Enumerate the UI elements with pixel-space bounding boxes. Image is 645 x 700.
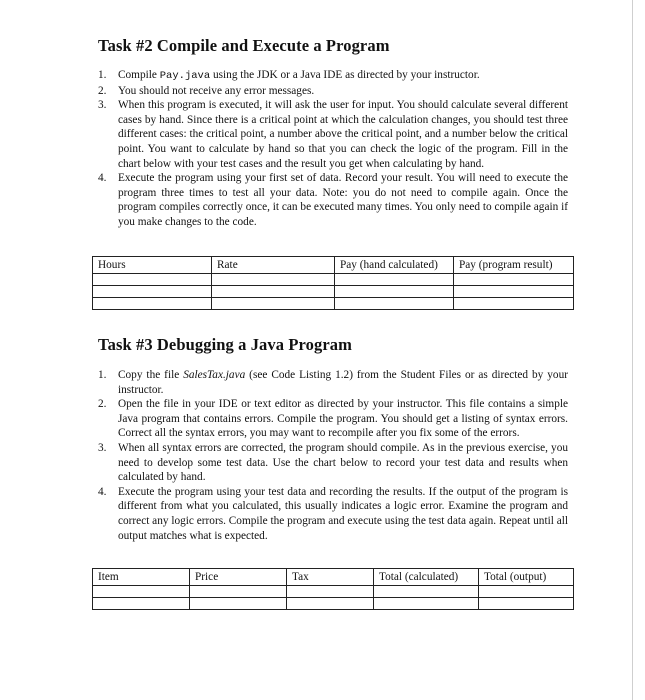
task3-step-3: 3. When all syntax errors are corrected, the program should compile. As in the previous exercise, you need to develop some test data. Use the chart below to record your test data and results when calculated by hand.	[98, 441, 568, 484]
header-item: Item	[93, 569, 190, 586]
header-price: Price	[190, 569, 287, 586]
header-total-output: Total (output)	[479, 569, 574, 586]
header-pay-program: Pay (program result)	[454, 257, 574, 274]
table-row	[93, 274, 574, 286]
table-cell[interactable]	[93, 298, 212, 310]
table-cell[interactable]	[93, 286, 212, 298]
table-cell[interactable]	[454, 298, 574, 310]
table-cell[interactable]	[93, 598, 190, 610]
table-cell[interactable]	[287, 586, 374, 598]
header-pay-hand: Pay (hand calculated)	[335, 257, 454, 274]
table-row	[93, 598, 574, 610]
table-cell[interactable]	[454, 286, 574, 298]
task2-steps	[98, 68, 568, 230]
table-cell[interactable]	[212, 274, 335, 286]
table-row	[93, 586, 574, 598]
task3-heading: Task #3 Debugging a Java Program	[98, 335, 352, 354]
table-cell[interactable]	[374, 586, 479, 598]
task3-step-2: 2. Open the file in your IDE or text editor as directed by your instructor. This file contains a simple Java program that contains errors. Compile the program. You should get a listing of syntax errors. Correct all the syntax errors, you may want to recompile after you fix some of the errors.	[98, 398, 568, 440]
task3-step-4: 4. Execute the program using your test data and recording the results. If the output of the program is different from what you calculated, this usually indicates a logic error. Examine the program and correct any logic errors. Compile the program and execute using the test data again. Repeat until all output matches what is expected.	[98, 485, 568, 542]
table-cell[interactable]	[454, 274, 574, 286]
table-cell[interactable]	[190, 598, 287, 610]
table-cell[interactable]	[335, 274, 454, 286]
header-hours: Hours	[93, 257, 212, 274]
task2-heading: Task #2 Compile and Execute a Program	[98, 36, 390, 55]
table-cell[interactable]	[93, 586, 190, 598]
table-cell[interactable]	[190, 586, 287, 598]
table-cell[interactable]	[212, 286, 335, 298]
table-cell[interactable]	[212, 298, 335, 310]
task2-test-table	[92, 256, 574, 310]
table-cell[interactable]	[374, 598, 479, 610]
table-row	[93, 286, 574, 298]
header-tax: Tax	[287, 569, 374, 586]
task2-step-3: 3. When this program is executed, it will ask the user for input. You should calculate several different cases by hand. Since there is a critical point at which the calculation changes, you should test three different cases: the critical point, a number above the critical point, and a number below the critical point. You want to calculate by hand so that you can check the logic of the program. Fill in the chart below with your test cases and the result you get when calculating by hand.	[98, 99, 568, 170]
table-cell[interactable]	[287, 598, 374, 610]
header-total-calculated: Total (calculated)	[374, 569, 479, 586]
task2-step-1: 1. Compile Pay.java using the JDK or a Java IDE as directed by your instructor.	[98, 69, 480, 82]
header-rate: Rate	[212, 257, 335, 274]
table-cell[interactable]	[335, 286, 454, 298]
page-edge	[632, 0, 633, 700]
table-cell[interactable]	[479, 598, 574, 610]
table-cell[interactable]	[335, 298, 454, 310]
table-cell[interactable]	[479, 586, 574, 598]
task3-steps	[98, 368, 568, 543]
table-row	[93, 298, 574, 310]
task3-test-table	[92, 568, 574, 610]
task2-step-4: 4. Execute the program using your first set of data. Record your result. You will need to execute the program three times to test all your data. Note: you do not need to compile again. Once the program compiles correctly once, it can be executed many times. You only need to compile again if you make changes to the code.	[98, 172, 568, 228]
task3-step-1: 1. Copy the file SalesTax.java (see Code Listing 1.2) from the Student Files or as directed by your instructor.	[98, 369, 568, 396]
table-cell[interactable]	[93, 274, 212, 286]
task2-step-2: 2. You should not receive any error messages.	[98, 84, 315, 97]
